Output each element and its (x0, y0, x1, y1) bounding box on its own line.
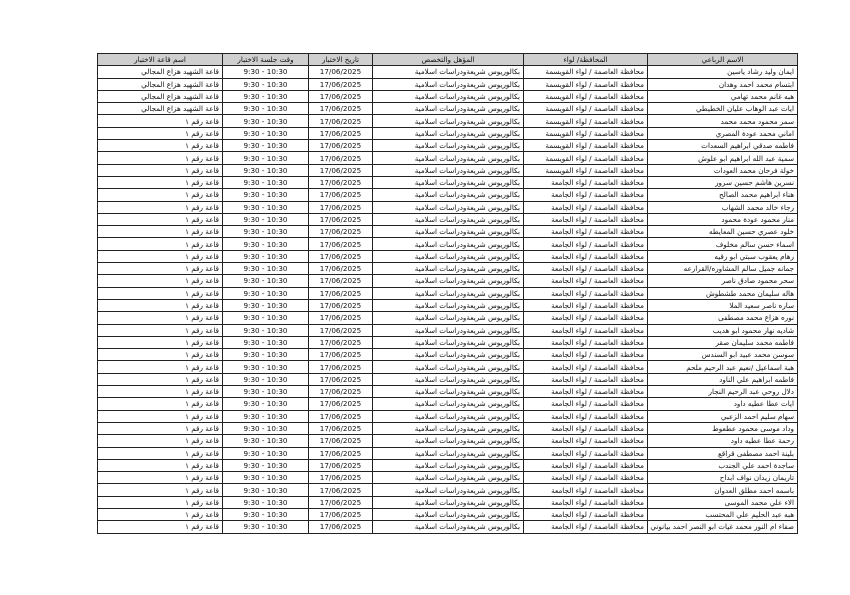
cell-hall: قاعة رقم ١ (98, 226, 223, 238)
cell-exam-date: 17/06/2025 (309, 398, 373, 410)
cell-hall: قاعة رقم ١ (98, 496, 223, 508)
cell-hall: قاعة رقم ١ (98, 189, 223, 201)
cell-governorate: محافظة العاصمة / لواء الجامعة (524, 250, 648, 262)
cell-exam-date: 17/06/2025 (309, 263, 373, 275)
table-body (98, 66, 798, 533)
cell-name: تاريمان زيدان نواف ابداح (648, 472, 798, 484)
header-row (98, 54, 798, 66)
cell-qualification: بكالوريوس شريعةودراسات اسلامية (373, 447, 524, 459)
cell-governorate: محافظة العاصمة / لواء الجامعة (524, 189, 648, 201)
cell-hall: قاعة الشهيد هزاع المجالي (98, 103, 223, 115)
cell-exam-date: 17/06/2025 (309, 349, 373, 361)
cell-name: هاله سليمان محمد طشطوش (648, 287, 798, 299)
cell-exam-time: 9:30 - 10:30 (223, 312, 309, 324)
cell-hall: قاعة رقم ١ (98, 140, 223, 152)
cell-exam-time: 9:30 - 10:30 (223, 349, 309, 361)
cell-hall: قاعة رقم ١ (98, 386, 223, 398)
cell-hall: قاعة رقم ١ (98, 312, 223, 324)
cell-name: ايمان وليد رشاد ياسين (648, 66, 798, 78)
cell-governorate: محافظة العاصمة / لواء الجامعة (524, 324, 648, 336)
cell-hall: قاعة رقم ١ (98, 472, 223, 484)
table-row (98, 299, 798, 311)
cell-exam-date: 17/06/2025 (309, 312, 373, 324)
cell-exam-time: 9:30 - 10:30 (223, 496, 309, 508)
cell-governorate: محافظة العاصمة / لواء الجامعة (524, 312, 648, 324)
cell-exam-time: 9:30 - 10:30 (223, 115, 309, 127)
cell-governorate: محافظة العاصمة / لواء الجامعة (524, 472, 648, 484)
cell-exam-date: 17/06/2025 (309, 78, 373, 90)
table-row (98, 238, 798, 250)
cell-exam-date: 17/06/2025 (309, 361, 373, 373)
cell-governorate: محافظة العاصمة / لواء الجامعة (524, 373, 648, 385)
cell-governorate: محافظة العاصمة / لواء الجامعة (524, 238, 648, 250)
cell-exam-date: 17/06/2025 (309, 66, 373, 78)
table-row (98, 275, 798, 287)
cell-exam-date: 17/06/2025 (309, 127, 373, 139)
table-row (98, 66, 798, 78)
table-row (98, 226, 798, 238)
cell-hall: قاعة رقم ١ (98, 484, 223, 496)
cell-name: خولة فرحان محمد العودات (648, 164, 798, 176)
cell-name: شاديه نهار محمود ابو هديب (648, 324, 798, 336)
table-row (98, 176, 798, 188)
cell-governorate: محافظة العاصمة / لواء الجامعة (524, 410, 648, 422)
cell-exam-date: 17/06/2025 (309, 508, 373, 520)
cell-name: رحمة عطا عطيه داود (648, 435, 798, 447)
exam-schedule-table (97, 53, 798, 534)
cell-exam-time: 9:30 - 10:30 (223, 176, 309, 188)
cell-qualification: بكالوريوس شريعةودراسات اسلامية (373, 275, 524, 287)
table-row (98, 127, 798, 139)
header-hall: اسم قاعة الاختبار (98, 54, 223, 66)
table-row (98, 386, 798, 398)
cell-hall: قاعة رقم ١ (98, 435, 223, 447)
cell-exam-date: 17/06/2025 (309, 201, 373, 213)
table-row (98, 140, 798, 152)
cell-name: فاطمه محمد سليمان صقر (648, 336, 798, 348)
cell-hall: قاعة رقم ١ (98, 508, 223, 520)
cell-exam-time: 9:30 - 10:30 (223, 263, 309, 275)
cell-qualification: بكالوريوس شريعةودراسات اسلامية (373, 496, 524, 508)
cell-governorate: محافظة العاصمة / لواء الجامعة (524, 299, 648, 311)
cell-qualification: بكالوريوس شريعةودراسات اسلامية (373, 312, 524, 324)
cell-qualification: بكالوريوس شريعةودراسات اسلامية (373, 508, 524, 520)
cell-name: ساجدة احمد علي الجندب (648, 459, 798, 471)
table-row (98, 115, 798, 127)
cell-qualification: بكالوريوس شريعةودراسات اسلامية (373, 349, 524, 361)
cell-governorate: محافظة العاصمة / لواء الجامعة (524, 398, 648, 410)
cell-exam-time: 9:30 - 10:30 (223, 435, 309, 447)
table-row (98, 90, 798, 102)
table-row (98, 349, 798, 361)
table-row (98, 398, 798, 410)
cell-qualification: بكالوريوس شريعةودراسات اسلامية (373, 115, 524, 127)
cell-name: سهام سليم احمد الزعبي (648, 410, 798, 422)
cell-qualification: بكالوريوس شريعةودراسات اسلامية (373, 201, 524, 213)
cell-exam-time: 9:30 - 10:30 (223, 299, 309, 311)
cell-qualification: بكالوريوس شريعةودراسات اسلامية (373, 250, 524, 262)
cell-exam-date: 17/06/2025 (309, 103, 373, 115)
cell-governorate: محافظة العاصمة / لواء الجامعة (524, 459, 648, 471)
cell-name: صفاء ام النور محمد غيات ابو النصر احمد بيانوني (648, 521, 798, 533)
cell-qualification: بكالوريوس شريعةودراسات اسلامية (373, 263, 524, 275)
cell-exam-time: 9:30 - 10:30 (223, 66, 309, 78)
header-exam-date: تاريخ الاختبار (309, 54, 373, 66)
cell-name: نسرين هاشم حسين سرور (648, 176, 798, 188)
cell-exam-time: 9:30 - 10:30 (223, 484, 309, 496)
cell-governorate: محافظة العاصمة / لواء الجامعة (524, 336, 648, 348)
cell-exam-date: 17/06/2025 (309, 521, 373, 533)
cell-governorate: محافظة العاصمة / لواء الجامعة (524, 361, 648, 373)
cell-name: ايات عطا عطيه داود (648, 398, 798, 410)
cell-exam-time: 9:30 - 10:30 (223, 386, 309, 398)
cell-governorate: محافظة العاصمة / لواء القويسمة (524, 152, 648, 164)
cell-exam-date: 17/06/2025 (309, 115, 373, 127)
cell-qualification: بكالوريوس شريعةودراسات اسلامية (373, 213, 524, 225)
cell-governorate: محافظة العاصمة / لواء القويسمة (524, 164, 648, 176)
cell-name: ايات عبد الوهاب عليان الخطيطي (648, 103, 798, 115)
cell-qualification: بكالوريوس شريعةودراسات اسلامية (373, 459, 524, 471)
table-row (98, 312, 798, 324)
cell-hall: قاعة الشهيد هزاع المجالي (98, 66, 223, 78)
cell-exam-time: 9:30 - 10:30 (223, 287, 309, 299)
cell-exam-time: 9:30 - 10:30 (223, 324, 309, 336)
cell-exam-date: 17/06/2025 (309, 189, 373, 201)
cell-name: ابتسام محمد احمد وهدان (648, 78, 798, 90)
cell-hall: قاعة رقم ١ (98, 176, 223, 188)
cell-governorate: محافظة العاصمة / لواء القويسمة (524, 66, 648, 78)
cell-exam-date: 17/06/2025 (309, 496, 373, 508)
cell-exam-time: 9:30 - 10:30 (223, 410, 309, 422)
cell-exam-time: 9:30 - 10:30 (223, 213, 309, 225)
cell-qualification: بكالوريوس شريعةودراسات اسلامية (373, 422, 524, 434)
cell-hall: قاعة رقم ١ (98, 287, 223, 299)
cell-hall: قاعة رقم ١ (98, 422, 223, 434)
cell-exam-time: 9:30 - 10:30 (223, 275, 309, 287)
cell-governorate: محافظة العاصمة / لواء الجامعة (524, 201, 648, 213)
cell-name: باسمه احمد مطلق العدوان (648, 484, 798, 496)
cell-exam-date: 17/06/2025 (309, 324, 373, 336)
cell-name: سمية عبد الله ابراهيم ابو علوش (648, 152, 798, 164)
cell-exam-date: 17/06/2025 (309, 152, 373, 164)
cell-qualification: بكالوريوس شريعةودراسات اسلامية (373, 287, 524, 299)
cell-exam-time: 9:30 - 10:30 (223, 189, 309, 201)
cell-governorate: محافظة العاصمة / لواء الجامعة (524, 435, 648, 447)
cell-hall: قاعة رقم ١ (98, 447, 223, 459)
header-name: الاسم الرباعي (648, 54, 798, 66)
cell-governorate: محافظة العاصمة / لواء القويسمة (524, 78, 648, 90)
cell-qualification: بكالوريوس شريعةودراسات اسلامية (373, 189, 524, 201)
cell-hall: قاعة رقم ١ (98, 115, 223, 127)
cell-governorate: محافظة العاصمة / لواء الجامعة (524, 176, 648, 188)
cell-exam-time: 9:30 - 10:30 (223, 250, 309, 262)
cell-governorate: محافظة العاصمة / لواء الجامعة (524, 263, 648, 275)
cell-qualification: بكالوريوس شريعةودراسات اسلامية (373, 78, 524, 90)
cell-hall: قاعة رقم ١ (98, 410, 223, 422)
cell-qualification: بكالوريوس شريعةودراسات اسلامية (373, 66, 524, 78)
cell-name: خلود عصري حسين المعايطه (648, 226, 798, 238)
cell-exam-date: 17/06/2025 (309, 250, 373, 262)
table-header (98, 54, 798, 66)
cell-name: فاطمه صدقي ابراهيم السعدات (648, 140, 798, 152)
cell-exam-time: 9:30 - 10:30 (223, 103, 309, 115)
cell-name: هبه غانم محمد تهامي (648, 90, 798, 102)
cell-name: جمانه جميل سالم المشاوره/القرارعه (648, 263, 798, 275)
table-row (98, 422, 798, 434)
cell-qualification: بكالوريوس شريعةودراسات اسلامية (373, 398, 524, 410)
cell-exam-date: 17/06/2025 (309, 459, 373, 471)
cell-name: رهام يعقوب سبتي ابو رقيه (648, 250, 798, 262)
cell-hall: قاعة رقم ١ (98, 336, 223, 348)
table-row (98, 472, 798, 484)
cell-qualification: بكالوريوس شريعةودراسات اسلامية (373, 373, 524, 385)
cell-hall: قاعة رقم ١ (98, 152, 223, 164)
cell-exam-time: 9:30 - 10:30 (223, 152, 309, 164)
header-exam-time: وقت جلسة الاختبار (223, 54, 309, 66)
cell-exam-time: 9:30 - 10:30 (223, 226, 309, 238)
cell-governorate: محافظة العاصمة / لواء الجامعة (524, 496, 648, 508)
cell-exam-date: 17/06/2025 (309, 226, 373, 238)
cell-exam-time: 9:30 - 10:30 (223, 201, 309, 213)
cell-exam-time: 9:30 - 10:30 (223, 90, 309, 102)
cell-exam-date: 17/06/2025 (309, 435, 373, 447)
cell-qualification: بكالوريوس شريعةودراسات اسلامية (373, 410, 524, 422)
cell-exam-date: 17/06/2025 (309, 176, 373, 188)
cell-governorate: محافظة العاصمة / لواء القويسمة (524, 127, 648, 139)
cell-exam-date: 17/06/2025 (309, 287, 373, 299)
cell-exam-date: 17/06/2025 (309, 299, 373, 311)
table-row (98, 78, 798, 90)
cell-name: بلينة احمد مصطفى قراقع (648, 447, 798, 459)
table-row (98, 447, 798, 459)
cell-exam-date: 17/06/2025 (309, 373, 373, 385)
cell-qualification: بكالوريوس شريعةودراسات اسلامية (373, 176, 524, 188)
cell-exam-date: 17/06/2025 (309, 275, 373, 287)
header-governorate: المحافظة/ لواء (524, 54, 648, 66)
cell-name: هبة اسماعيل /نعيم عبد الرحيم ملحم (648, 361, 798, 373)
cell-governorate: محافظة العاصمة / لواء القويسمة (524, 115, 648, 127)
cell-exam-date: 17/06/2025 (309, 336, 373, 348)
cell-name: نوره هزاع محمد مصطفى (648, 312, 798, 324)
cell-hall: قاعة رقم ١ (98, 263, 223, 275)
cell-qualification: بكالوريوس شريعةودراسات اسلامية (373, 164, 524, 176)
cell-governorate: محافظة العاصمة / لواء الجامعة (524, 287, 648, 299)
cell-hall: قاعة رقم ١ (98, 299, 223, 311)
cell-hall: قاعة رقم ١ (98, 361, 223, 373)
cell-hall: قاعة رقم ١ (98, 521, 223, 533)
cell-hall: قاعة رقم ١ (98, 459, 223, 471)
cell-exam-date: 17/06/2025 (309, 410, 373, 422)
cell-qualification: بكالوريوس شريعةودراسات اسلامية (373, 226, 524, 238)
cell-qualification: بكالوريوس شريعةودراسات اسلامية (373, 238, 524, 250)
cell-name: اسماء حسن سالم مخلوف (648, 238, 798, 250)
cell-exam-date: 17/06/2025 (309, 447, 373, 459)
cell-hall: قاعة رقم ١ (98, 201, 223, 213)
cell-governorate: محافظة العاصمة / لواء الجامعة (524, 521, 648, 533)
cell-governorate: محافظة العاصمة / لواء القويسمة (524, 140, 648, 152)
table-row (98, 373, 798, 385)
cell-name: ساره ناصر سعيد الملا (648, 299, 798, 311)
cell-hall: قاعة الشهيد هزاع المجالي (98, 90, 223, 102)
table-row (98, 484, 798, 496)
cell-qualification: بكالوريوس شريعةودراسات اسلامية (373, 435, 524, 447)
cell-exam-time: 9:30 - 10:30 (223, 508, 309, 520)
cell-exam-time: 9:30 - 10:30 (223, 373, 309, 385)
cell-exam-date: 17/06/2025 (309, 213, 373, 225)
table-row (98, 521, 798, 533)
cell-governorate: محافظة العاصمة / لواء الجامعة (524, 213, 648, 225)
cell-exam-time: 9:30 - 10:30 (223, 140, 309, 152)
cell-qualification: بكالوريوس شريعةودراسات اسلامية (373, 521, 524, 533)
cell-qualification: بكالوريوس شريعةودراسات اسلامية (373, 386, 524, 398)
cell-exam-time: 9:30 - 10:30 (223, 238, 309, 250)
cell-hall: قاعة رقم ١ (98, 238, 223, 250)
table-row (98, 361, 798, 373)
cell-hall: قاعة رقم ١ (98, 349, 223, 361)
cell-exam-time: 9:30 - 10:30 (223, 447, 309, 459)
table-row (98, 103, 798, 115)
cell-exam-time: 9:30 - 10:30 (223, 336, 309, 348)
cell-qualification: بكالوريوس شريعةودراسات اسلامية (373, 361, 524, 373)
table-row (98, 287, 798, 299)
cell-name: سمر محمود محمد محمد (648, 115, 798, 127)
table-row (98, 213, 798, 225)
cell-qualification: بكالوريوس شريعةودراسات اسلامية (373, 472, 524, 484)
table-row (98, 164, 798, 176)
cell-governorate: محافظة العاصمة / لواء القويسمة (524, 103, 648, 115)
cell-hall: قاعة رقم ١ (98, 373, 223, 385)
cell-name: الاء علي محمد الموسى (648, 496, 798, 508)
cell-name: هناء ابراهيم محمد الصالح (648, 189, 798, 201)
cell-qualification: بكالوريوس شريعةودراسات اسلامية (373, 140, 524, 152)
cell-name: وداد موسى محمود عطعوط (648, 422, 798, 434)
cell-qualification: بكالوريوس شريعةودراسات اسلامية (373, 324, 524, 336)
cell-governorate: محافظة العاصمة / لواء الجامعة (524, 386, 648, 398)
cell-exam-time: 9:30 - 10:30 (223, 127, 309, 139)
cell-hall: قاعة رقم ١ (98, 398, 223, 410)
cell-hall: قاعة رقم ١ (98, 275, 223, 287)
cell-qualification: بكالوريوس شريعةودراسات اسلامية (373, 484, 524, 496)
cell-qualification: بكالوريوس شريعةودراسات اسلامية (373, 152, 524, 164)
cell-exam-time: 9:30 - 10:30 (223, 521, 309, 533)
cell-governorate: محافظة العاصمة / لواء الجامعة (524, 226, 648, 238)
cell-name: سوسن محمد عبيد ابو السندس (648, 349, 798, 361)
cell-governorate: محافظة العاصمة / لواء الجامعة (524, 447, 648, 459)
table-row (98, 201, 798, 213)
table-row (98, 250, 798, 262)
table-row (98, 336, 798, 348)
cell-name: سحر محمود صادق ناصر (648, 275, 798, 287)
cell-exam-time: 9:30 - 10:30 (223, 422, 309, 434)
cell-hall: قاعة رقم ١ (98, 127, 223, 139)
table-row (98, 435, 798, 447)
table-row (98, 508, 798, 520)
table-row (98, 410, 798, 422)
cell-exam-time: 9:30 - 10:30 (223, 361, 309, 373)
cell-governorate: محافظة العاصمة / لواء القويسمة (524, 90, 648, 102)
cell-name: فاطمه ابراهيم علي الناود (648, 373, 798, 385)
cell-governorate: محافظة العاصمة / لواء الجامعة (524, 275, 648, 287)
cell-name: هبه عبد الحليم علي المحتسب (648, 508, 798, 520)
cell-qualification: بكالوريوس شريعةودراسات اسلامية (373, 127, 524, 139)
cell-qualification: بكالوريوس شريعةودراسات اسلامية (373, 90, 524, 102)
cell-exam-time: 9:30 - 10:30 (223, 78, 309, 90)
cell-exam-date: 17/06/2025 (309, 484, 373, 496)
cell-exam-time: 9:30 - 10:30 (223, 164, 309, 176)
table-row (98, 189, 798, 201)
cell-exam-time: 9:30 - 10:30 (223, 472, 309, 484)
cell-qualification: بكالوريوس شريعةودراسات اسلامية (373, 299, 524, 311)
cell-name: رجاء خالد محمد الشهاب (648, 201, 798, 213)
table-row (98, 152, 798, 164)
cell-name: اماني محمد عودة المصري (648, 127, 798, 139)
cell-exam-date: 17/06/2025 (309, 472, 373, 484)
cell-governorate: محافظة العاصمة / لواء الجامعة (524, 508, 648, 520)
cell-exam-date: 17/06/2025 (309, 90, 373, 102)
cell-qualification: بكالوريوس شريعةودراسات اسلامية (373, 103, 524, 115)
cell-exam-time: 9:30 - 10:30 (223, 398, 309, 410)
cell-hall: قاعة رقم ١ (98, 164, 223, 176)
cell-hall: قاعة رقم ١ (98, 250, 223, 262)
cell-exam-date: 17/06/2025 (309, 164, 373, 176)
cell-exam-date: 17/06/2025 (309, 422, 373, 434)
cell-exam-date: 17/06/2025 (309, 386, 373, 398)
cell-governorate: محافظة العاصمة / لواء الجامعة (524, 422, 648, 434)
cell-governorate: محافظة العاصمة / لواء الجامعة (524, 484, 648, 496)
table-row (98, 496, 798, 508)
header-qualification: المؤهل والتخصص (373, 54, 524, 66)
cell-hall: قاعة رقم ١ (98, 213, 223, 225)
cell-name: منار محمود عودة محمود (648, 213, 798, 225)
cell-governorate: محافظة العاصمة / لواء الجامعة (524, 349, 648, 361)
cell-exam-date: 17/06/2025 (309, 238, 373, 250)
cell-name: دلال روحي عبد الرحيم النجار (648, 386, 798, 398)
table-row (98, 459, 798, 471)
table-row (98, 324, 798, 336)
table-row (98, 263, 798, 275)
cell-hall: قاعة رقم ١ (98, 324, 223, 336)
cell-qualification: بكالوريوس شريعةودراسات اسلامية (373, 336, 524, 348)
cell-exam-date: 17/06/2025 (309, 140, 373, 152)
cell-hall: قاعة الشهيد هزاع المجالي (98, 78, 223, 90)
cell-exam-time: 9:30 - 10:30 (223, 459, 309, 471)
